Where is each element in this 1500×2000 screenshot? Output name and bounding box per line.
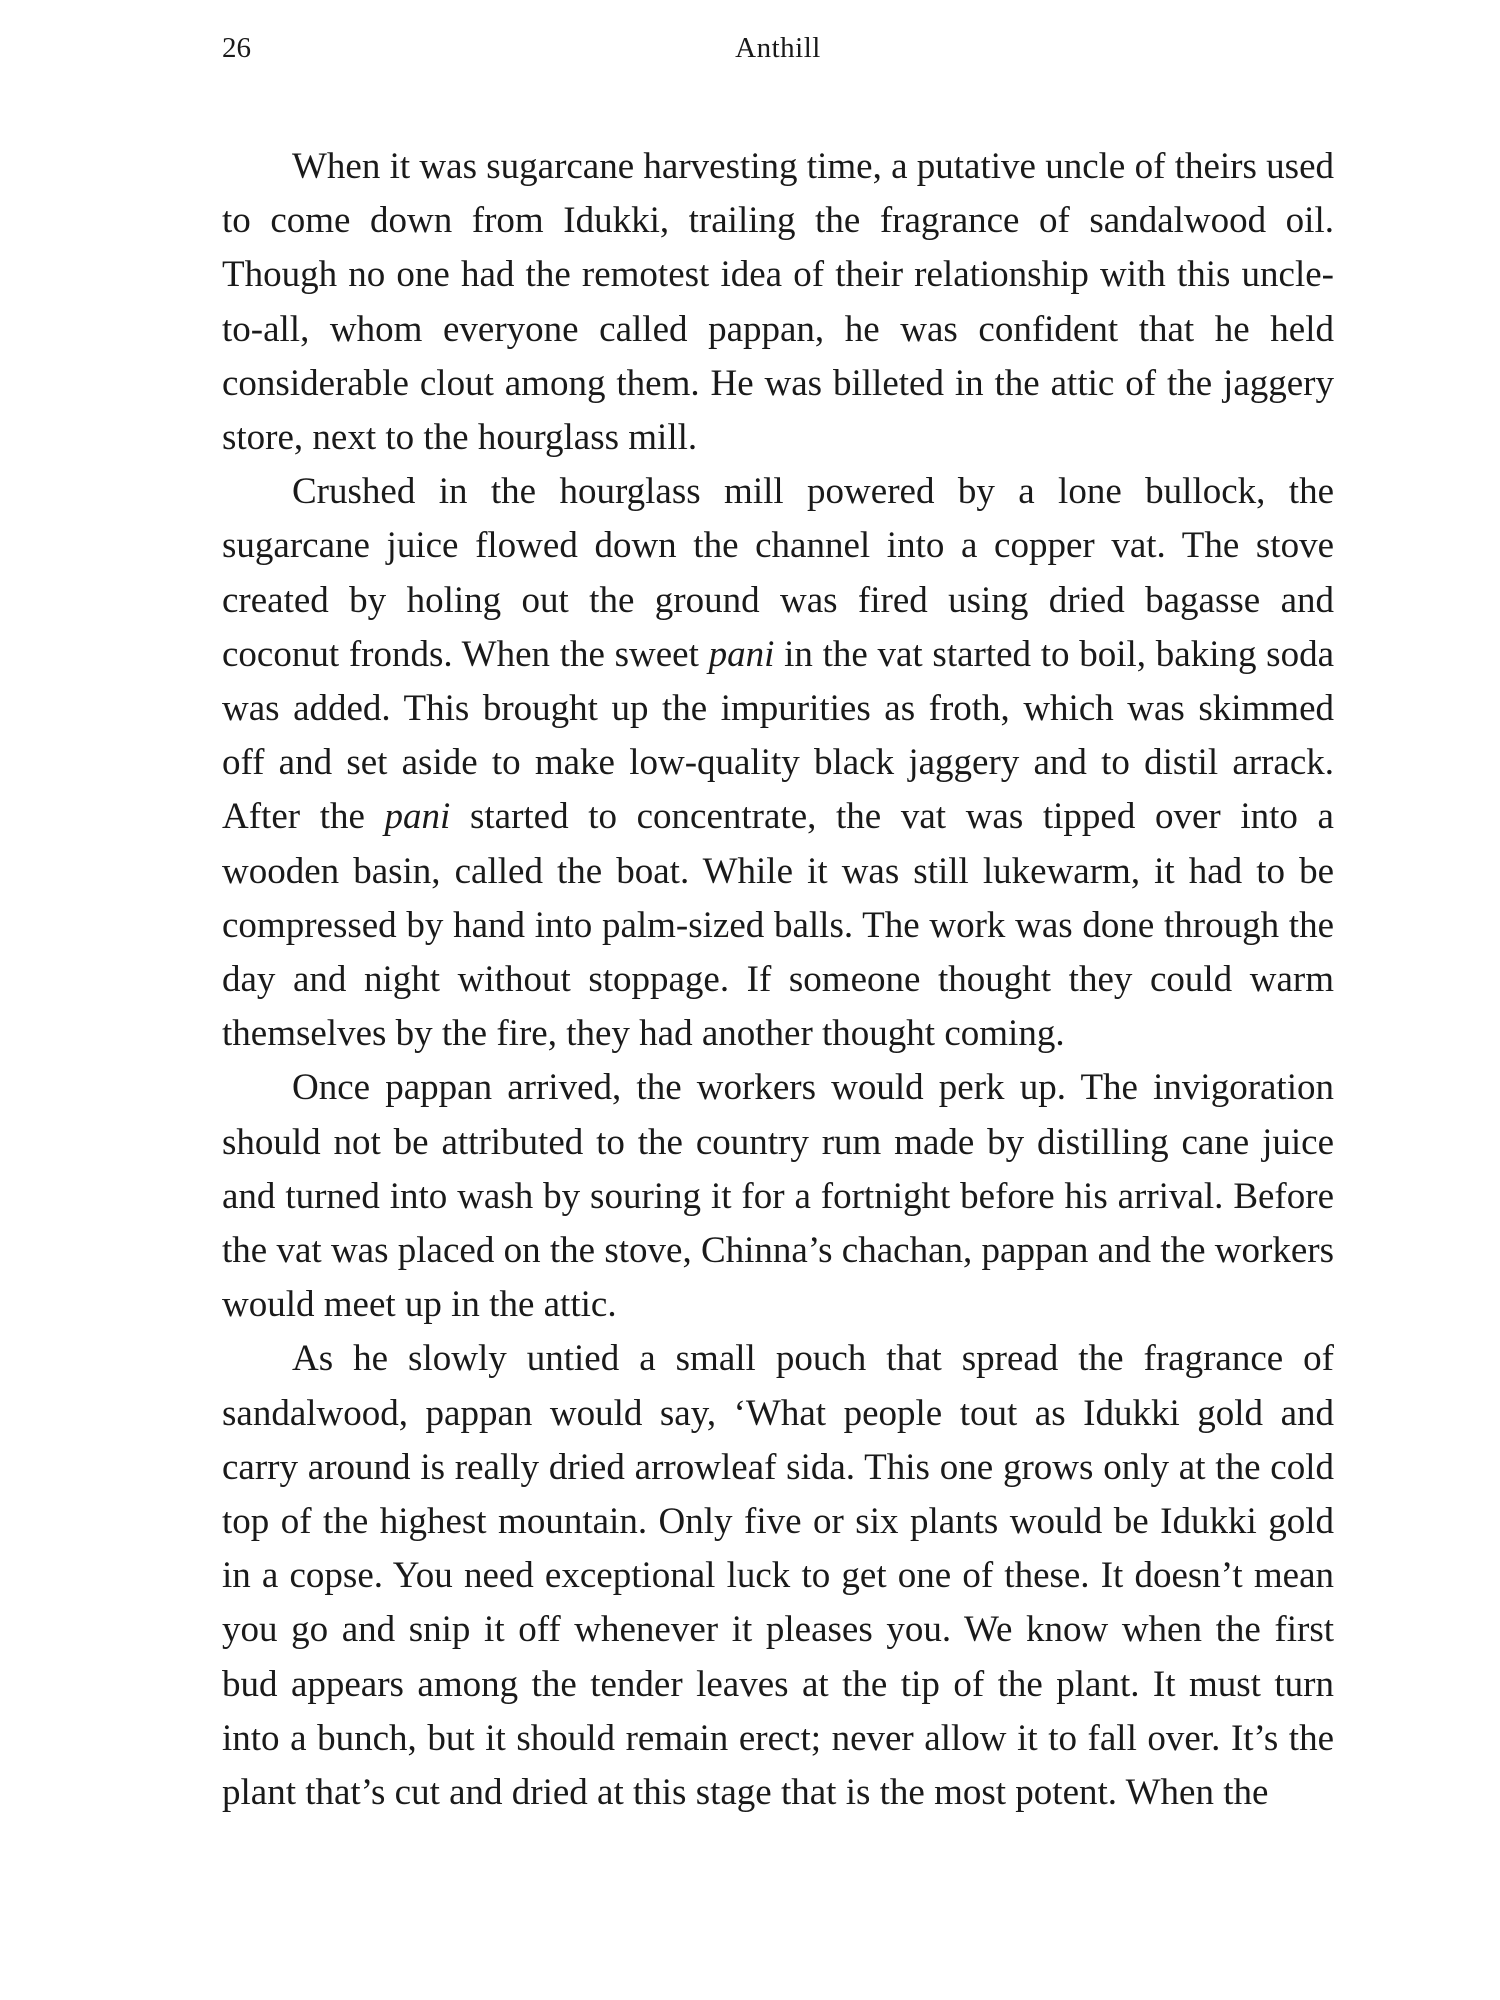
paragraph-1: When it was sugarcane harvesting time, a putative uncle of theirs used to come down from Idukki, trailing the fragrance of sandalwood oil. Though no one had the remotest idea of their relationship with this uncle-to-all, whom everyone called pappan, he was confident that he held considerable clout among them. He was billeted in the attic of the jaggery store, next to the hourglass mill. <box>222 146 1334 459</box>
italic-term-pani-1: pani <box>708 633 775 675</box>
paragraph-4: As he slowly untied a small pouch that spread the fragrance of sandalwood, pappan would say, ‘What people tout as Idukki gold and carry around is really dried arrowleaf sida. This one grows only at the cold top of the highest mountain. Only five or six plants would be Idukki gold in a copse. You need exceptional luck to get one of these. It doesn’t mean you go and snip it off whenever it pleases you. We know when the first bud appears among the tender leaves at the tip of the plant. It must turn into a bunch, but it should remain erect; never allow it to fall over. It’s the plant that’s cut and dried at this stage that is the most potent. When the <box>222 1338 1334 1814</box>
paragraph-3: Once pappan arrived, the workers would perk up. The invigoration should not be attributed to the country rum made by distilling cane juice and turned into wash by souring it for a fortnight before his arrival. Before the vat was placed on the stove, Chinna’s chachan, pappan and the workers would meet up in the attic. <box>222 1067 1334 1326</box>
paragraph-2-part-3: started to concentrate, the vat was tipped over into a wooden basin, called the boat. While it was still lukewarm, it had to be compressed by hand into palm-sized balls. The work was done through the day and night without stoppage. If someone thought they could warm themselves by the fire, they had another thought coming. <box>222 796 1334 1055</box>
body-text <box>222 140 1334 1820</box>
paragraph-2-part-2: in the vat started to boil, baking soda was added. This brought up the impurities as froth, which was skimmed off and set aside to make low-quality black jaggery and to distil arrack. After the <box>222 633 1335 838</box>
italic-term-pani-2: pani <box>384 796 451 838</box>
running-head: Anthill <box>735 32 821 64</box>
paragraph-2-part-1: Crushed in the hourglass mill powered by a lone bullock, the sugarcane juice flowed down the channel into a copper vat. The stove created by holing out the ground was fired using dried bagasse and coconut fronds. When the sweet <box>222 471 1334 675</box>
page-header <box>222 32 1334 72</box>
page-number: 26 <box>222 32 251 64</box>
paragraph-2 <box>222 465 1334 1061</box>
